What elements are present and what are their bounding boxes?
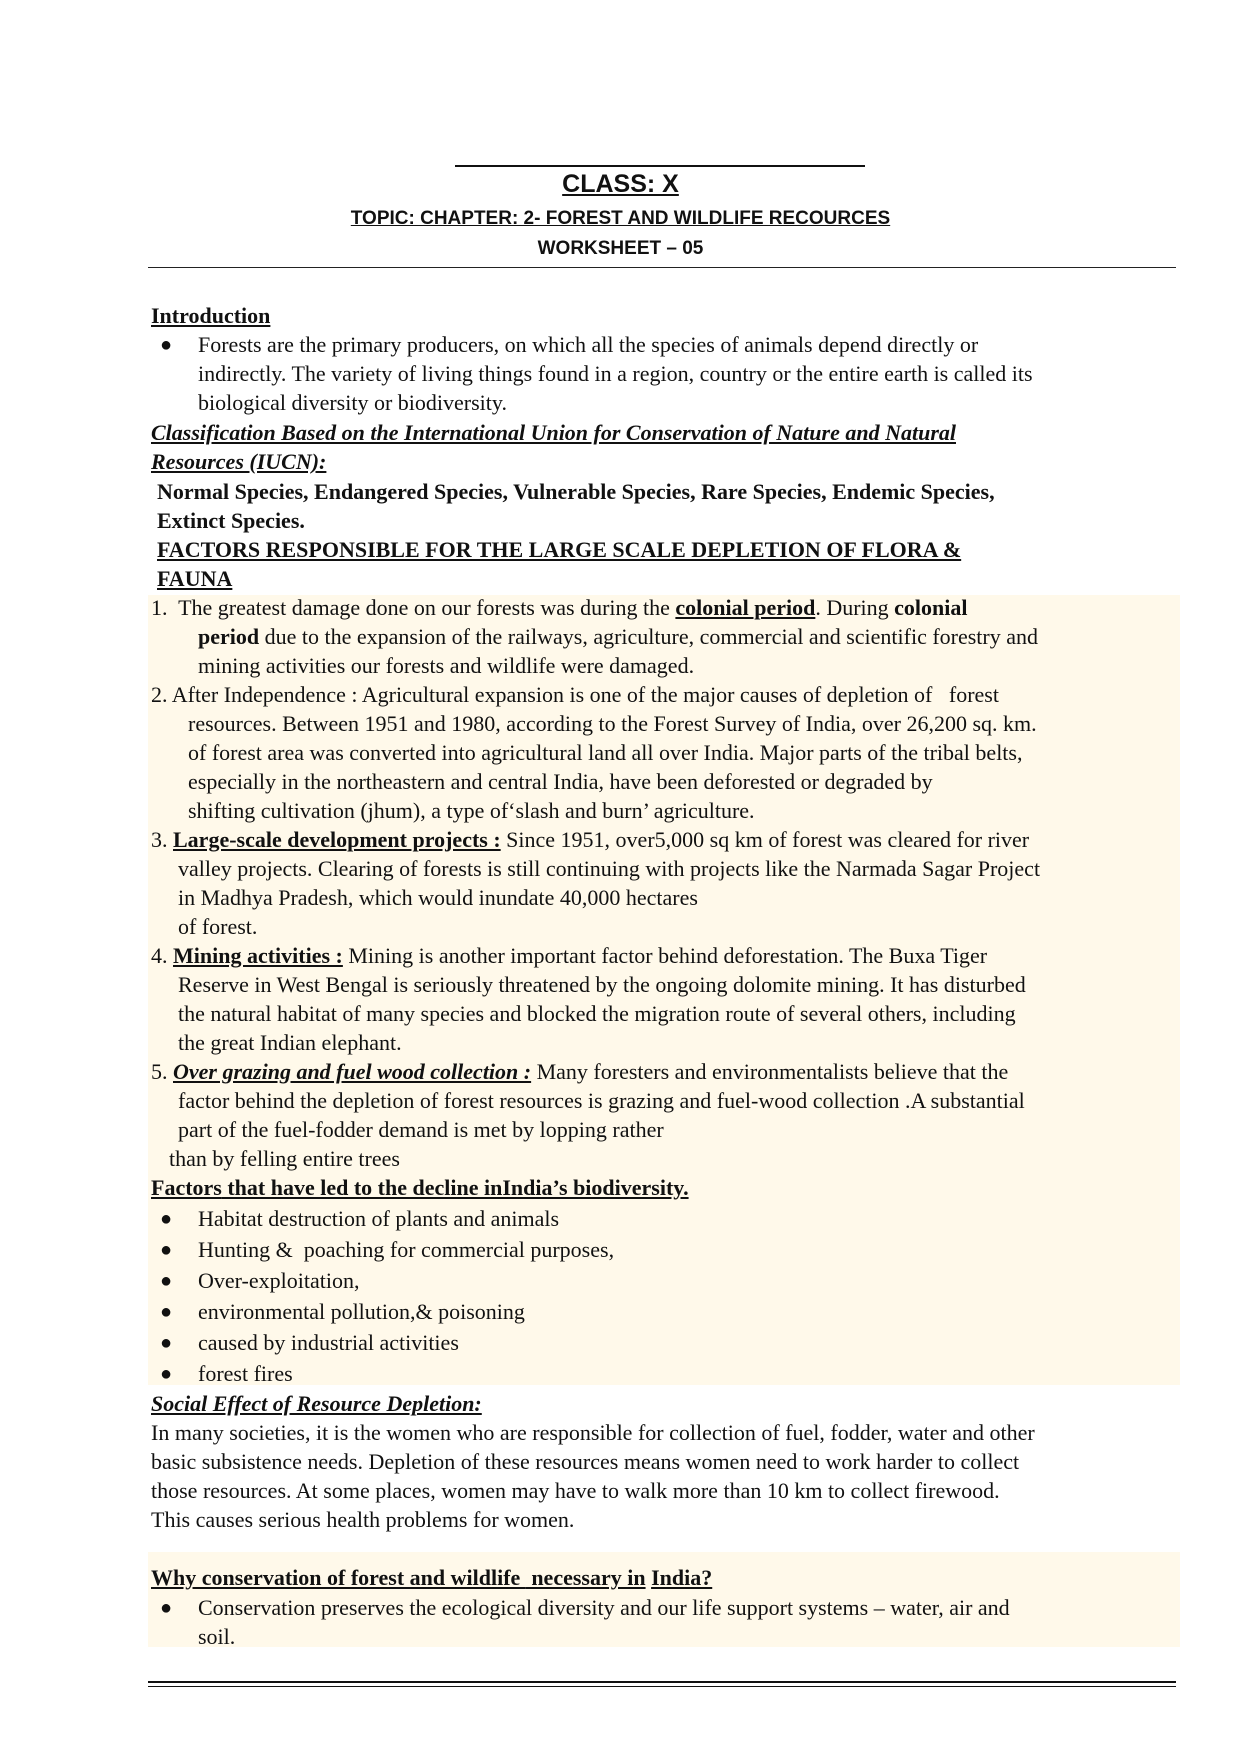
bullet-icon: ● xyxy=(160,334,173,356)
footer-rule xyxy=(148,1686,1176,1687)
social-line-3: those resources. At some places, women may have to walk more than 10 km to collect firewood. xyxy=(151,1478,1000,1503)
conservation-heading: Why conservation of forest and wildlife necessary in India? xyxy=(151,1565,713,1590)
social-line-2: basic subsistence needs. Depletion of these resources means women need to work harder to collect xyxy=(151,1449,1020,1474)
iucn-list-2: Extinct Species. xyxy=(157,508,305,533)
decline-item: Habitat destruction of plants and animals xyxy=(198,1206,560,1231)
topic-title: TOPIC: CHAPTER: 2- FOREST AND WILDLIFE RECOURCES xyxy=(350,208,891,229)
point-4-line-4: the great Indian elephant. xyxy=(178,1030,402,1055)
header-divider xyxy=(148,267,1176,268)
point-2-line-5: shifting cultivation (jhum), a type of‘slash and burn’ agriculture. xyxy=(188,798,755,823)
intro-heading: Introduction xyxy=(151,303,271,328)
point-1-line-1: 1. The greatest damage done on our forests was during the colonial period. During colonial xyxy=(151,595,968,620)
conservation-line-2: soil. xyxy=(198,1624,236,1649)
header-top-rule xyxy=(455,165,865,167)
decline-item: Over-exploitation, xyxy=(198,1268,360,1293)
bullet-icon: ● xyxy=(160,1270,173,1292)
social-line-1: In many societies, it is the women who are responsible for collection of fuel, fodder, water and other xyxy=(151,1420,1035,1445)
decline-item: environmental pollution,& poisoning xyxy=(198,1299,525,1324)
decline-heading: Factors that have led to the decline inIndia’s biodiversity. xyxy=(151,1175,689,1200)
point-2-line-4: especially in the northeastern and central India, have been deforested or degraded by xyxy=(188,769,933,794)
point-2-line-1: 2. After Independence : Agricultural expansion is one of the major causes of depletion of forest xyxy=(151,682,999,707)
bullet-icon: ● xyxy=(160,1208,173,1230)
bullet-icon: ● xyxy=(160,1332,173,1354)
iucn-list-1: Normal Species, Endangered Species, Vulnerable Species, Rare Species, Endemic Species, xyxy=(157,479,995,504)
social-line-4: This causes serious health problems for women. xyxy=(151,1507,575,1532)
point-4-line-1: 4. Mining activities : Mining is another important factor behind deforestation. The Buxa Tiger xyxy=(151,943,988,968)
decline-item: caused by industrial activities xyxy=(198,1330,459,1355)
point-3-line-2: valley projects. Clearing of forests is still continuing with projects like the Narmada Sagar Project xyxy=(178,856,1041,881)
iucn-heading-1: Classification Based on the International Union for Conservation of Nature and Natural xyxy=(151,420,956,445)
point-4-line-3: the natural habitat of many species and blocked the migration route of several others, including xyxy=(178,1001,1016,1026)
intro-line-1: Forests are the primary producers, on which all the species of animals depend directly or xyxy=(198,332,979,357)
point-2-line-3: of forest area was converted into agricultural land all over India. Major parts of the tribal belts, xyxy=(188,740,1023,765)
point-5-line-1: 5. Over grazing and fuel wood collection : Many foresters and environmentalists believe that the xyxy=(151,1059,1009,1084)
iucn-heading-2: Resources (IUCN): xyxy=(151,449,327,474)
intro-line-2: indirectly. The variety of living things found in a region, country or the entire earth is called its xyxy=(198,361,1033,386)
point-3-line-4: of forest. xyxy=(178,914,258,939)
social-heading: Social Effect of Resource Depletion: xyxy=(151,1391,482,1416)
decline-item: forest fires xyxy=(198,1361,293,1386)
point-1-line-3: mining activities our forests and wildlife were damaged. xyxy=(198,653,695,678)
decline-item: Hunting & poaching for commercial purposes, xyxy=(198,1237,615,1262)
point-3-line-1: 3. Large-scale development projects : Since 1951, over5,000 sq km of forest was cleared for river xyxy=(151,827,1030,852)
point-4-line-2: Reserve in West Bengal is seriously threatened by the ongoing dolomite mining. It has disturbed xyxy=(178,972,1026,997)
footer-rule xyxy=(148,1681,1176,1683)
factors-heading-1: FACTORS RESPONSIBLE FOR THE LARGE SCALE DEPLETION OF FLORA & xyxy=(157,537,962,562)
point-2-line-2: resources. Between 1951 and 1980, according to the Forest Survey of India, over 26,200 sq. km. xyxy=(188,711,1037,736)
class-title: CLASS: X xyxy=(562,170,679,198)
intro-line-3: biological diversity or biodiversity. xyxy=(198,390,507,415)
point-3-line-3: in Madhya Pradesh, which would inundate 40,000 hectares xyxy=(178,885,698,910)
factors-heading-2: FAUNA xyxy=(157,566,233,591)
worksheet-title: WORKSHEET – 05 xyxy=(537,238,704,259)
bullet-icon: ● xyxy=(160,1301,173,1323)
point-5-line-3: part of the fuel-fodder demand is met by lopping rather xyxy=(178,1117,664,1142)
point-5-line-2: factor behind the depletion of forest resources is grazing and fuel-wood collection .A substantial xyxy=(178,1088,1025,1113)
conservation-line-1: Conservation preserves the ecological diversity and our life support systems – water, air and xyxy=(198,1595,1010,1620)
bullet-icon: ● xyxy=(160,1597,173,1619)
point-5-line-4: than by felling entire trees xyxy=(169,1146,400,1171)
bullet-icon: ● xyxy=(160,1239,173,1261)
point-1-line-2: period due to the expansion of the railways, agriculture, commercial and scientific forestry and xyxy=(198,624,1039,649)
bullet-icon: ● xyxy=(160,1363,173,1385)
